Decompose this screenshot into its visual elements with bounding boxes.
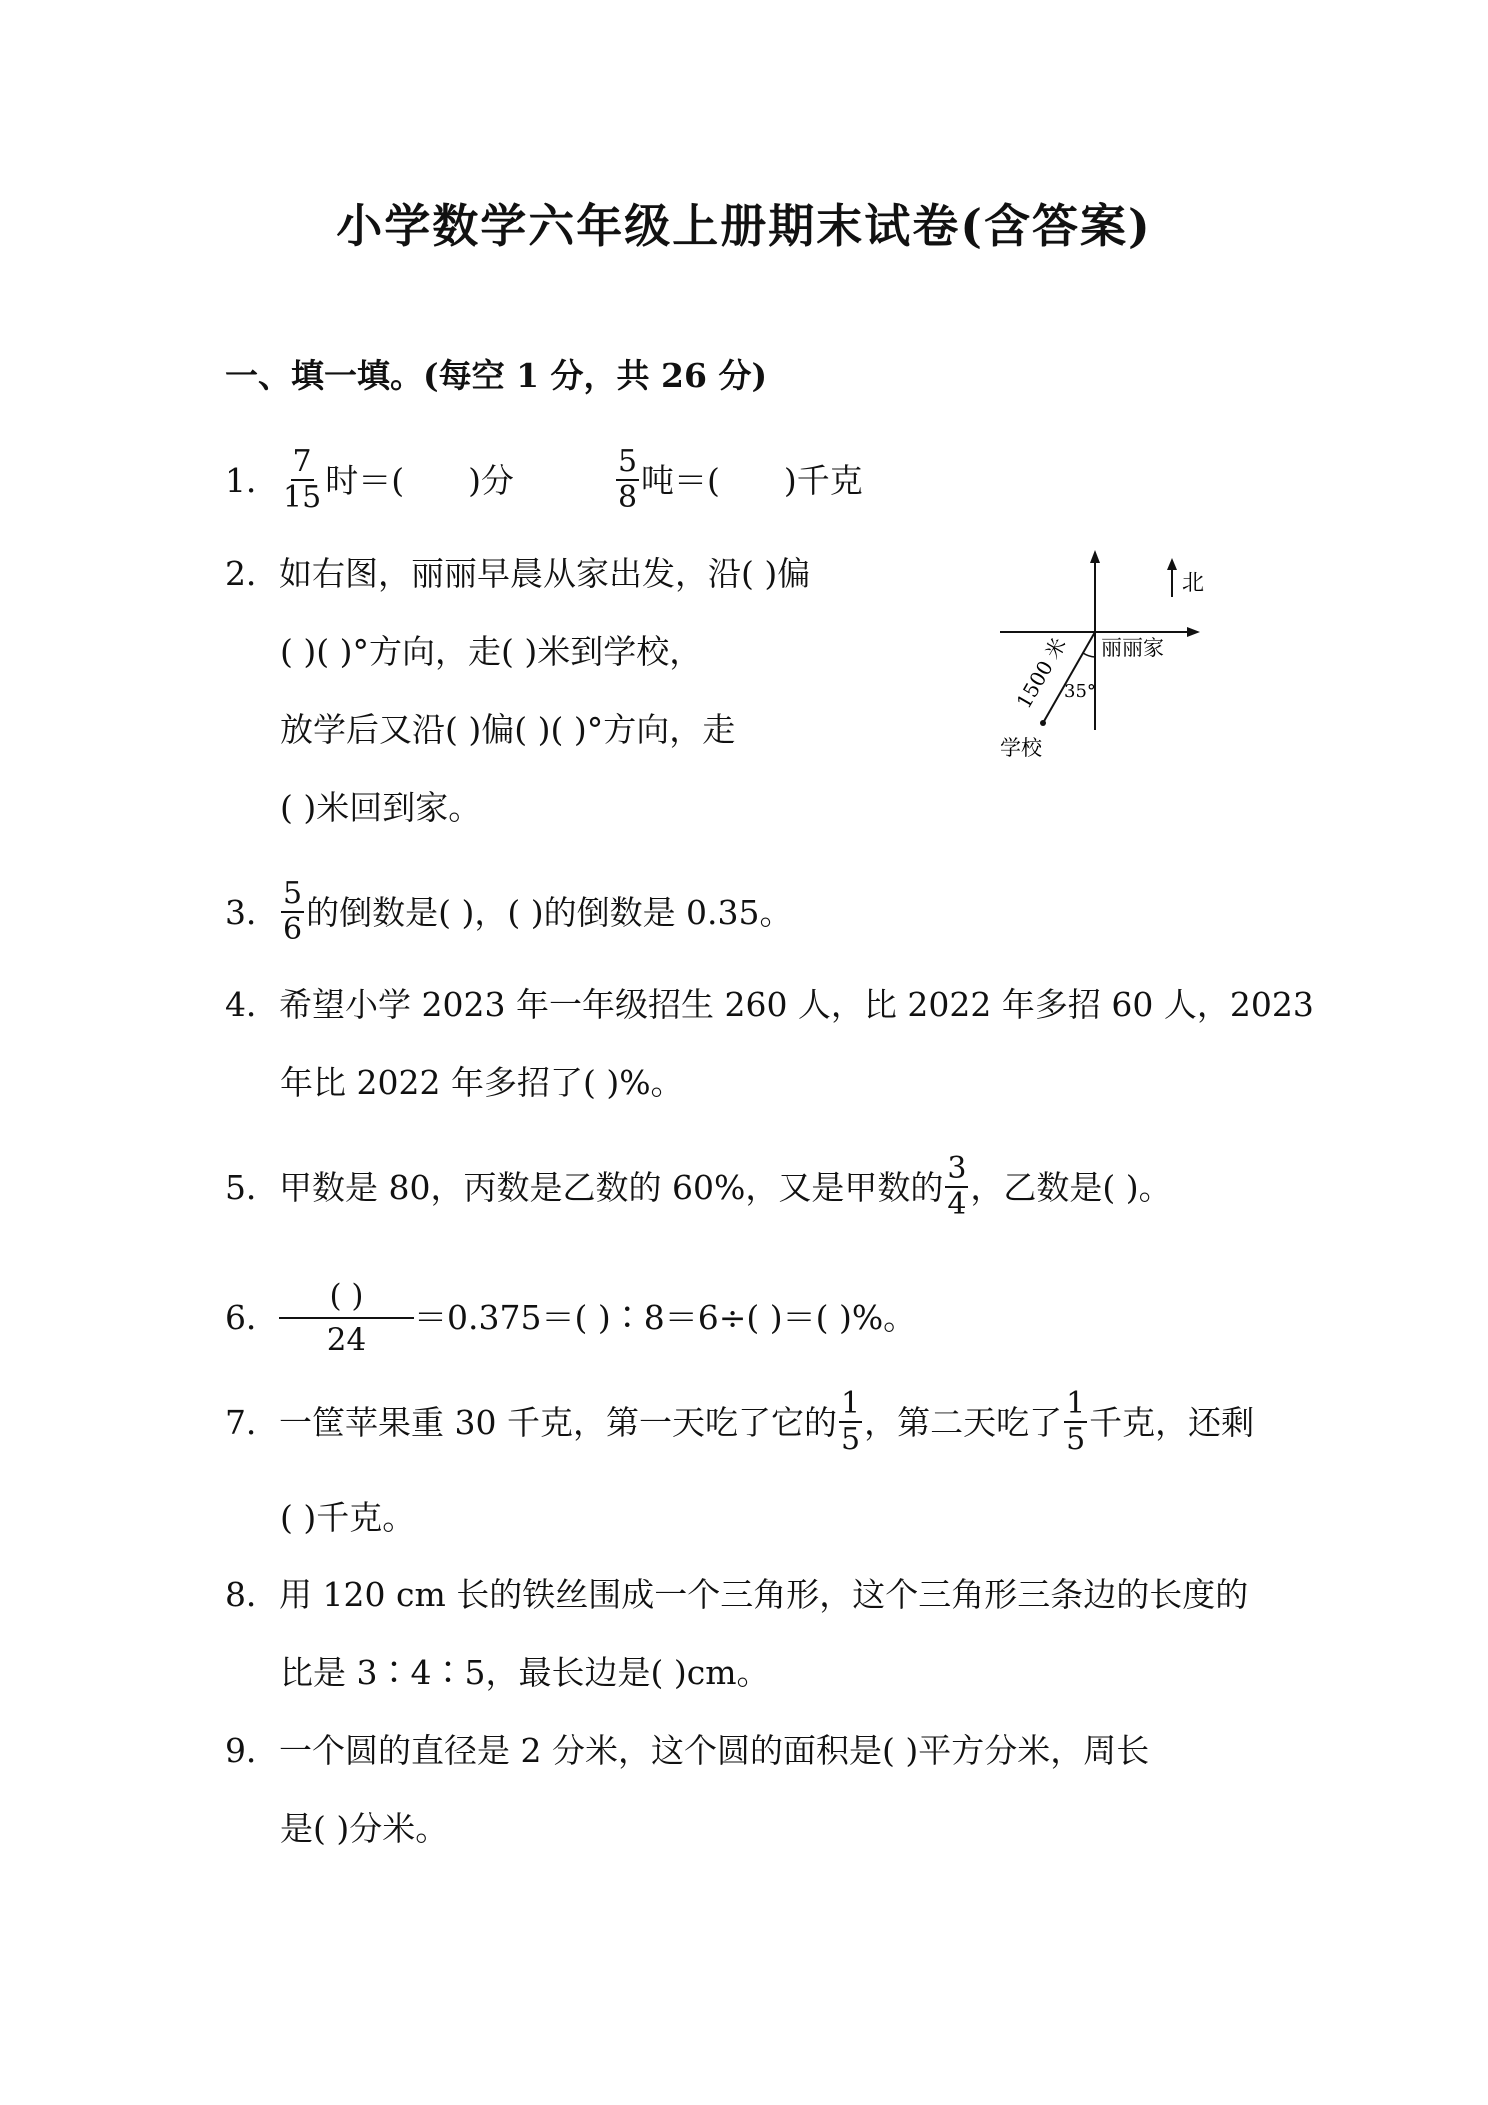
question-7-line-1: 7．一筐苹果重 30 千克，第一天吃了它的 $\frac{1}{5}$ ，第二天吃了 $\frac{1}{5}$ 千克，还剩: [225, 1386, 1255, 1457]
question-9-line-1: 9．一个圆的直径是 2 分米，这个圆的面积是( )平方分米，周长: [225, 1731, 1150, 1770]
question-5: 5．甲数是 80，丙数是乙数的 60%，又是甲数的 $\frac{3}{4}$ ，乙数是( )。: [225, 1151, 1172, 1222]
school-point: [1040, 720, 1046, 726]
question-2-line-4: ( )米回到家。: [280, 788, 482, 827]
question-2-line-2: ( )( )°方向，走( )米到学校，: [280, 632, 703, 671]
fraction: $\frac{1}{5}$: [840, 1386, 861, 1457]
question-4-line-2: 年比 2022 年多招了( )%。: [280, 1063, 684, 1102]
question-number: 8．: [225, 1575, 279, 1614]
fraction: $\frac{5}{6}$: [283, 876, 303, 947]
question-9-line-2: 是( )分米。: [280, 1809, 449, 1848]
question-number: 9．: [225, 1731, 279, 1770]
fraction: $\frac{5}{8}$: [617, 444, 638, 515]
school-label: 学校: [1000, 736, 1042, 760]
question-number: 4．: [225, 985, 279, 1024]
question-6: 6． ( ) 24 ＝0.375＝( )∶8＝6÷( )＝( )%。: [225, 1277, 916, 1363]
fraction: $\frac{3}{4}$: [947, 1151, 967, 1222]
page-title: 小学数学六年级上册期末试卷(含答案): [336, 199, 1152, 253]
question-number: 2．: [225, 554, 279, 593]
question-8-line-1: 8．用 120 cm 长的铁丝围成一个三角形，这个三角形三条边的长度的: [225, 1575, 1249, 1614]
question-3: 3． $\frac{5}{6}$ 的倒数是( )，( )的倒数是 0.35。: [225, 876, 793, 947]
fraction: $\frac{1}{5}$: [1066, 1386, 1086, 1457]
question-number: 3．: [225, 893, 279, 932]
question-2-line-3: 放学后又沿( )偏( )( )°方向，走: [280, 710, 736, 749]
angle-label: 35°: [1064, 681, 1096, 702]
home-label: 丽丽家: [1101, 636, 1164, 660]
question-number: 7．: [225, 1403, 279, 1442]
question-8-line-2: 比是 3∶4∶5，最长边是( )cm。: [280, 1653, 770, 1692]
horizontal-arrow-icon: [1187, 627, 1200, 637]
fraction: $\frac{7}{15}$: [283, 444, 322, 515]
question-7-line-2: ( )千克。: [280, 1498, 416, 1537]
question-number: 1．: [225, 461, 279, 500]
vertical-arrow-icon: [1090, 550, 1100, 563]
question-1: 1． $\frac{7}{15}$ 时＝( )分 $\frac{5}{8}$ 吨＝( )千克: [225, 444, 863, 515]
section-heading: 一、填一填。(每空 1 分，共 26 分): [225, 356, 768, 395]
question-4-line-1: 4．希望小学 2023 年一年级招生 260 人，比 2022 年多招 60 人，2023: [225, 985, 1314, 1024]
question-2-line-1: 2．如右图，丽丽早晨从家出发，沿( )偏: [225, 554, 811, 593]
question-number: 5．: [225, 1168, 279, 1207]
angle-arc: [1083, 653, 1095, 657]
fraction: ( ) 24: [279, 1275, 414, 1361]
north-label: 北: [1182, 571, 1205, 596]
distance-label: 1500 米: [1011, 633, 1071, 713]
question-number: 6．: [225, 1298, 279, 1337]
direction-diagram: [990, 545, 1220, 775]
